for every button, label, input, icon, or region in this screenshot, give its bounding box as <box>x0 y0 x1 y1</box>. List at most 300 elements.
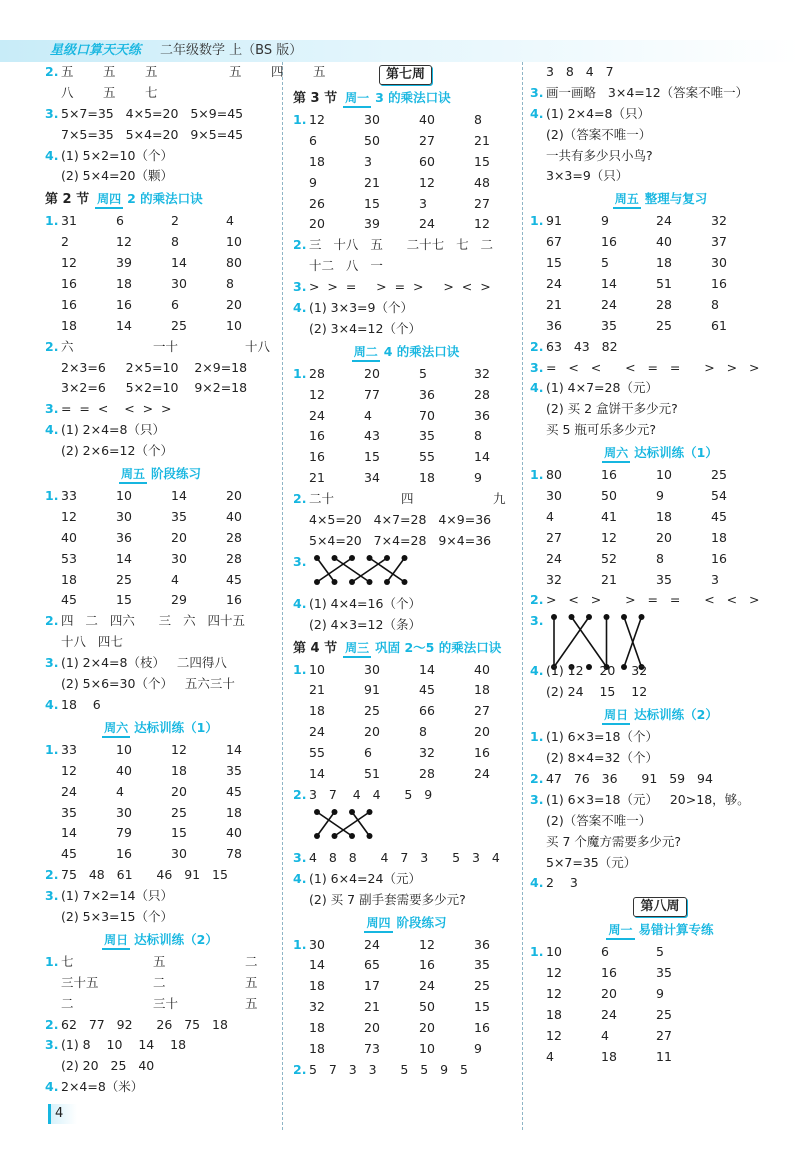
answer-cell: 4 <box>546 508 554 524</box>
answer-cell: 16 <box>116 846 132 862</box>
section-title: 4 的乘法口诀 <box>383 343 460 359</box>
answer-line <box>530 465 790 486</box>
answer-cell: 10 <box>309 661 325 677</box>
answer-cell: 24 <box>309 407 325 423</box>
answer-line <box>45 549 275 570</box>
answer-cell: 二 <box>153 974 166 990</box>
section-heading <box>45 462 275 486</box>
answer-cell: 60 <box>419 153 435 169</box>
question-number: 4. <box>293 870 307 886</box>
answer-cell: 24 <box>474 766 490 782</box>
match-line <box>335 812 370 836</box>
answer-cell: 54 <box>711 488 727 504</box>
answer-cell: 34 <box>364 470 380 486</box>
section-heading <box>530 703 790 727</box>
answer-text: (1) 8 10 14 18 <box>61 1037 187 1053</box>
answer-cell: 16 <box>474 745 490 761</box>
answer-line <box>293 806 518 848</box>
section-title: 达标训练（1） <box>634 445 718 461</box>
answer-cell: 9 <box>601 213 609 229</box>
answer-cell: 30 <box>309 936 325 952</box>
answer-text: (2) 24 15 12 <box>546 684 648 700</box>
answer-line <box>45 295 275 316</box>
match-dot <box>639 614 645 620</box>
answer-text: 买 7 个魔方需要多少元? <box>546 833 682 849</box>
answer-line <box>45 1035 275 1056</box>
section-heading <box>293 62 518 86</box>
answer-line <box>45 761 275 782</box>
answer-cell: 40 <box>61 529 77 545</box>
answer-line <box>45 486 275 507</box>
answer-cell: 10 <box>116 488 132 504</box>
answer-cell: 15 <box>474 999 490 1015</box>
answer-cell: 35 <box>226 762 242 778</box>
answer-cell: 6 <box>171 296 179 312</box>
section-heading <box>45 187 275 211</box>
answer-line <box>530 1047 790 1068</box>
answer-line <box>293 997 518 1018</box>
answer-cell: 24 <box>601 296 617 312</box>
answer-line <box>293 131 518 152</box>
answer-line <box>530 790 790 811</box>
question-number: 2. <box>45 64 59 79</box>
answer-cell: 14 <box>171 255 187 271</box>
answer-cell: 14 <box>116 317 132 333</box>
answer-cell: 27 <box>474 703 490 719</box>
answer-text: 3 7 4 4 5 9 <box>309 786 433 802</box>
answer-cell: 35 <box>61 804 77 820</box>
answer-cell: 40 <box>226 508 242 524</box>
match-dot <box>367 555 373 561</box>
answer-column-right <box>530 62 790 1068</box>
answer-cell: 24 <box>546 276 562 292</box>
question-number: 4. <box>45 422 59 438</box>
answer-line <box>530 83 790 104</box>
answer-cell: 40 <box>226 825 242 841</box>
question-number: 2. <box>530 770 544 786</box>
answer-cell: 25 <box>656 1006 672 1022</box>
match-dot <box>402 555 408 561</box>
question-number: 1. <box>293 365 307 381</box>
weekday-tag: 周一 <box>343 90 371 108</box>
answer-cell: 21 <box>601 571 617 587</box>
answer-line <box>530 507 790 528</box>
answer-cell: 91 <box>546 213 562 229</box>
section-title: 易错计算专练 <box>638 922 714 938</box>
answer-text: 2 3 <box>546 875 578 891</box>
answer-cell: 61 <box>711 317 727 333</box>
answer-cell: 18 <box>656 508 672 524</box>
match-dot <box>621 614 627 620</box>
answer-line <box>293 235 518 256</box>
answer-line <box>530 769 790 790</box>
answer-cell: 五 <box>145 64 158 79</box>
answer-line <box>293 447 518 468</box>
weekday-tag: 周日 <box>102 932 130 950</box>
answer-line <box>530 549 790 570</box>
answer-cell: 18 <box>309 1040 325 1056</box>
question-number: 2. <box>45 867 59 883</box>
answer-cell: 3 <box>711 571 719 587</box>
answer-line <box>45 104 275 125</box>
answer-line <box>45 695 275 716</box>
answer-cell: 35 <box>656 965 672 981</box>
answer-cell: 25 <box>171 804 187 820</box>
answer-cell: 二十 <box>309 491 335 507</box>
answer-text: (1) 7×2=14（只） <box>61 888 173 904</box>
section-number: 第 4 节 <box>293 640 338 656</box>
answer-line <box>293 785 518 806</box>
answer-cell: 12 <box>309 112 325 127</box>
question-number: 3. <box>293 849 307 865</box>
answer-cell: 一十 <box>153 338 179 354</box>
answer-cell: 5 <box>601 255 609 271</box>
answer-cell: 36 <box>419 386 435 402</box>
answer-cell: 15 <box>364 195 380 211</box>
matching-diagram <box>309 806 389 842</box>
answer-line <box>45 62 326 83</box>
answer-cell: 12 <box>419 174 435 190</box>
answer-cell: 21 <box>309 470 325 486</box>
answer-cell: 28 <box>656 296 672 312</box>
answer-cell: 16 <box>309 428 325 444</box>
answer-cell: 五 <box>229 64 242 79</box>
answer-cell: 18 <box>601 1048 617 1064</box>
answer-cell: 二 <box>245 953 258 969</box>
answer-line <box>293 110 518 131</box>
answer-cell: 39 <box>116 255 132 271</box>
answer-cell: 20 <box>226 296 242 312</box>
answer-cell: 14 <box>116 550 132 566</box>
book-title: 星级口算天天练 <box>50 43 142 58</box>
answer-cell: 四 <box>271 64 284 79</box>
answer-cell: 31 <box>61 213 77 229</box>
answer-line <box>45 653 275 674</box>
answer-line <box>293 935 518 956</box>
answer-cell: 26 <box>309 195 325 211</box>
answer-cell: 67 <box>546 234 562 250</box>
answer-cell: 30 <box>116 804 132 820</box>
answer-text: (1) 6×3=18（个） <box>546 729 658 745</box>
answer-cell: 八 <box>61 84 74 100</box>
answer-cell: 27 <box>474 195 490 211</box>
answer-cell: 20 <box>474 724 490 740</box>
answer-line <box>530 570 790 591</box>
answer-line <box>530 832 790 853</box>
answer-line <box>293 468 518 489</box>
answer-cell: 8 <box>474 112 482 127</box>
answer-cell: 51 <box>656 276 672 292</box>
answer-cell: 15 <box>546 255 562 271</box>
answer-text: 5×7=35 4×5=20 5×9=45 <box>61 105 244 121</box>
matching-diagram <box>309 552 419 588</box>
answer-line <box>293 955 518 976</box>
answer-cell: 8 <box>419 724 427 740</box>
answer-cell: 24 <box>601 1006 617 1022</box>
answer-text: 5×7=35（元） <box>546 854 637 870</box>
answer-cell: 5 <box>656 944 664 960</box>
answer-text: 4×5=20 4×7=28 4×9=36 <box>309 512 492 528</box>
answer-line <box>530 316 790 337</box>
answer-cell: 9 <box>309 174 317 190</box>
question-number: 4. <box>530 380 544 396</box>
answer-text: (1) 4×7=28（元） <box>546 380 658 396</box>
answer-line <box>293 552 518 594</box>
answer-cell: 14 <box>309 957 325 973</box>
answer-line <box>530 399 790 420</box>
weekday-tag: 周四 <box>95 191 123 209</box>
answer-cell: 27 <box>546 529 562 545</box>
section-title: 阶段练习 <box>396 914 447 930</box>
answer-line <box>530 211 790 232</box>
question-number: 4. <box>45 147 59 163</box>
answer-cell: 20 <box>364 365 380 381</box>
answer-line <box>45 83 275 104</box>
answer-text: 四 二 四六 三 六 四十五 <box>61 613 246 629</box>
answer-line <box>45 865 275 886</box>
answer-cell: 25 <box>171 317 187 333</box>
section-title: 巩固 2～5 的乘法口诀 <box>375 639 502 655</box>
answer-text: (2)（答案不唯一） <box>546 126 652 142</box>
answer-cell: 35 <box>601 317 617 333</box>
answer-text: (2) 买 7 副手套需要多少元? <box>309 891 466 907</box>
answer-cell: 25 <box>474 978 490 994</box>
section-title: 2 的乘法口诀 <box>127 191 203 207</box>
question-number: 1. <box>45 953 59 969</box>
answer-cell: 33 <box>61 741 77 757</box>
answer-line <box>530 146 790 167</box>
answer-line <box>530 942 790 963</box>
question-number: 1. <box>530 213 544 229</box>
match-dot <box>314 555 320 561</box>
answer-cell: 35 <box>171 508 187 524</box>
answer-line <box>530 1005 790 1026</box>
answer-cell: 20 <box>171 529 187 545</box>
match-dot <box>367 579 373 585</box>
answer-cell: 41 <box>601 508 617 524</box>
answer-cell: 20 <box>656 529 672 545</box>
answer-cell: 9 <box>656 488 664 504</box>
answer-line <box>293 1060 518 1081</box>
question-number: 3. <box>293 279 307 295</box>
answer-cell: 三十五 <box>61 974 99 990</box>
answer-text: (2) 4×3=12（条） <box>309 616 421 632</box>
answer-cell: 27 <box>419 132 435 148</box>
answer-line <box>45 973 275 994</box>
answer-cell: 24 <box>364 936 380 952</box>
answer-cell: 32 <box>474 365 490 381</box>
answer-cell: 9 <box>474 470 482 486</box>
answer-text: = < < < = = > > > <box>546 359 760 375</box>
answer-cell: 6 <box>309 132 317 148</box>
answer-line <box>530 1026 790 1047</box>
answer-text: (2) 20 25 40 <box>61 1058 155 1074</box>
question-number: 3. <box>45 1037 59 1053</box>
section-heading <box>530 187 790 211</box>
answer-cell: 30 <box>171 846 187 862</box>
answer-line <box>45 803 275 824</box>
match-dot <box>604 614 610 620</box>
answer-cell: 18 <box>309 1020 325 1036</box>
answer-line <box>45 886 275 907</box>
answer-text: 一共有多少只小鸟? <box>546 147 653 163</box>
answer-cell: 14 <box>309 766 325 782</box>
section-title: 3 的乘法口诀 <box>375 90 451 105</box>
match-dot <box>332 555 338 561</box>
answer-text: (2) 5×6=30（个） 五六三十 <box>61 676 235 692</box>
answer-cell: 80 <box>546 467 562 483</box>
answer-text: 63 43 82 <box>546 338 618 354</box>
answer-cell: 12 <box>546 986 562 1002</box>
answer-text: 2×3=6 2×5=10 2×9=18 <box>61 359 248 375</box>
answer-cell: 16 <box>711 276 727 292</box>
answer-line <box>530 125 790 146</box>
weekday-tag: 周四 <box>364 915 392 933</box>
answer-cell: 77 <box>364 386 380 402</box>
answer-text: 3 8 4 7 <box>546 64 614 79</box>
answer-line <box>45 358 275 379</box>
answer-cell: 40 <box>474 661 490 677</box>
answer-line <box>45 1056 275 1077</box>
match-dot <box>332 579 338 585</box>
answer-line <box>293 1039 518 1060</box>
answer-text: (1) 6×3=18（元） 20>18，够。 <box>546 791 750 807</box>
answer-line <box>530 274 790 295</box>
answer-line <box>45 823 275 844</box>
answer-line <box>530 358 790 379</box>
answer-cell: 79 <box>116 825 132 841</box>
answer-cell: 18 <box>171 762 187 778</box>
answer-cell: 45 <box>61 592 77 608</box>
answer-cell: 20 <box>601 986 617 1002</box>
match-line <box>352 812 370 836</box>
answer-cell: 12 <box>61 762 77 778</box>
answer-cell: 五 <box>61 64 74 79</box>
answer-cell: 十八 <box>245 338 271 354</box>
answer-cell: 14 <box>419 661 435 677</box>
week-badge: 第八周 <box>633 897 686 917</box>
answer-line <box>45 907 275 928</box>
answer-cell: 28 <box>419 766 435 782</box>
question-number: 1. <box>45 741 59 757</box>
answer-line <box>293 531 518 552</box>
answer-line <box>530 486 790 507</box>
question-number: 3. <box>530 613 544 629</box>
answer-cell: 9 <box>474 1040 482 1056</box>
answer-cell: 12 <box>61 508 77 524</box>
answer-cell: 24 <box>61 783 77 799</box>
answer-cell: 四 <box>401 491 414 507</box>
answer-cell: 14 <box>474 449 490 465</box>
answer-cell: 14 <box>226 741 242 757</box>
answer-cell: 55 <box>419 449 435 465</box>
answer-cell: 36 <box>546 317 562 333</box>
section-heading <box>293 340 518 364</box>
answer-cell: 七 <box>145 84 158 100</box>
answer-cell: 24 <box>309 724 325 740</box>
question-number: 3. <box>45 105 59 121</box>
question-number: 4. <box>45 696 59 712</box>
answer-line <box>293 615 518 636</box>
answer-cell: 80 <box>226 255 242 271</box>
answer-line <box>293 194 518 215</box>
answer-text: (1) 12 20 32 <box>546 663 648 679</box>
answer-cell: 32 <box>546 571 562 587</box>
match-dot <box>349 579 355 585</box>
answer-text: (1) 3×3=9（个） <box>309 300 413 316</box>
weekday-tag: 周五 <box>119 466 147 484</box>
answer-cell: 39 <box>364 216 380 232</box>
answer-cell: 73 <box>364 1040 380 1056</box>
answer-cell: 53 <box>61 550 77 566</box>
answer-text: 7×5=35 5×4=20 9×5=45 <box>61 126 244 142</box>
answer-cell: 20 <box>226 488 242 504</box>
question-number: 2. <box>530 592 544 608</box>
answer-cell: 12 <box>61 255 77 271</box>
question-number: 1. <box>530 729 544 745</box>
match-line <box>335 558 370 582</box>
answer-line <box>530 295 790 316</box>
question-number: 4. <box>530 663 544 679</box>
answer-line <box>45 274 275 295</box>
answer-line <box>45 1015 275 1036</box>
answer-line <box>293 594 518 615</box>
answer-text: 3×3=9（只） <box>546 168 629 184</box>
section-number: 第 2 节 <box>45 192 90 208</box>
answer-text: 5×4=20 7×4=28 9×4=36 <box>309 532 492 548</box>
answer-text: 3×2=6 5×2=10 9×2=18 <box>61 380 248 396</box>
question-number: 3. <box>530 791 544 807</box>
answer-line <box>293 764 518 785</box>
question-number: 3. <box>530 84 544 100</box>
section-heading <box>45 928 275 952</box>
question-number: 1. <box>530 467 544 483</box>
section-heading <box>530 918 790 942</box>
match-dot <box>314 833 320 839</box>
question-number: 3. <box>293 553 307 569</box>
answer-line <box>45 337 275 358</box>
answer-line <box>530 963 790 984</box>
answer-cell: 16 <box>61 296 77 312</box>
answer-cell: 七 <box>61 953 74 969</box>
answer-cell: 24 <box>546 550 562 566</box>
section-title: 阶段练习 <box>151 466 202 482</box>
answer-cell: 8 <box>711 296 719 312</box>
match-dot <box>569 614 575 620</box>
answer-line <box>293 848 518 869</box>
question-number: 2. <box>293 786 307 802</box>
answer-cell: 27 <box>656 1027 672 1043</box>
answer-line <box>293 489 518 510</box>
answer-text: (2) 5×4=20（颗） <box>61 168 173 184</box>
answer-line <box>530 590 790 611</box>
answer-cell: 36 <box>474 407 490 423</box>
answer-cell: 28 <box>309 365 325 381</box>
answer-cell: 20 <box>419 1020 435 1036</box>
answer-cell: 91 <box>364 682 380 698</box>
answer-cell: 24 <box>419 216 435 232</box>
answer-cell: 11 <box>656 1048 672 1064</box>
answer-cell: 三十 <box>153 995 179 1011</box>
answer-cell: 14 <box>601 276 617 292</box>
answer-line <box>293 743 518 764</box>
answer-text: = = < < > > <box>61 401 172 417</box>
match-dot <box>586 614 592 620</box>
answer-text: 62 77 92 26 75 18 <box>61 1016 228 1032</box>
answer-cell: 6 <box>116 213 124 229</box>
answer-cell: 25 <box>656 317 672 333</box>
answer-cell: 六 <box>61 338 74 354</box>
